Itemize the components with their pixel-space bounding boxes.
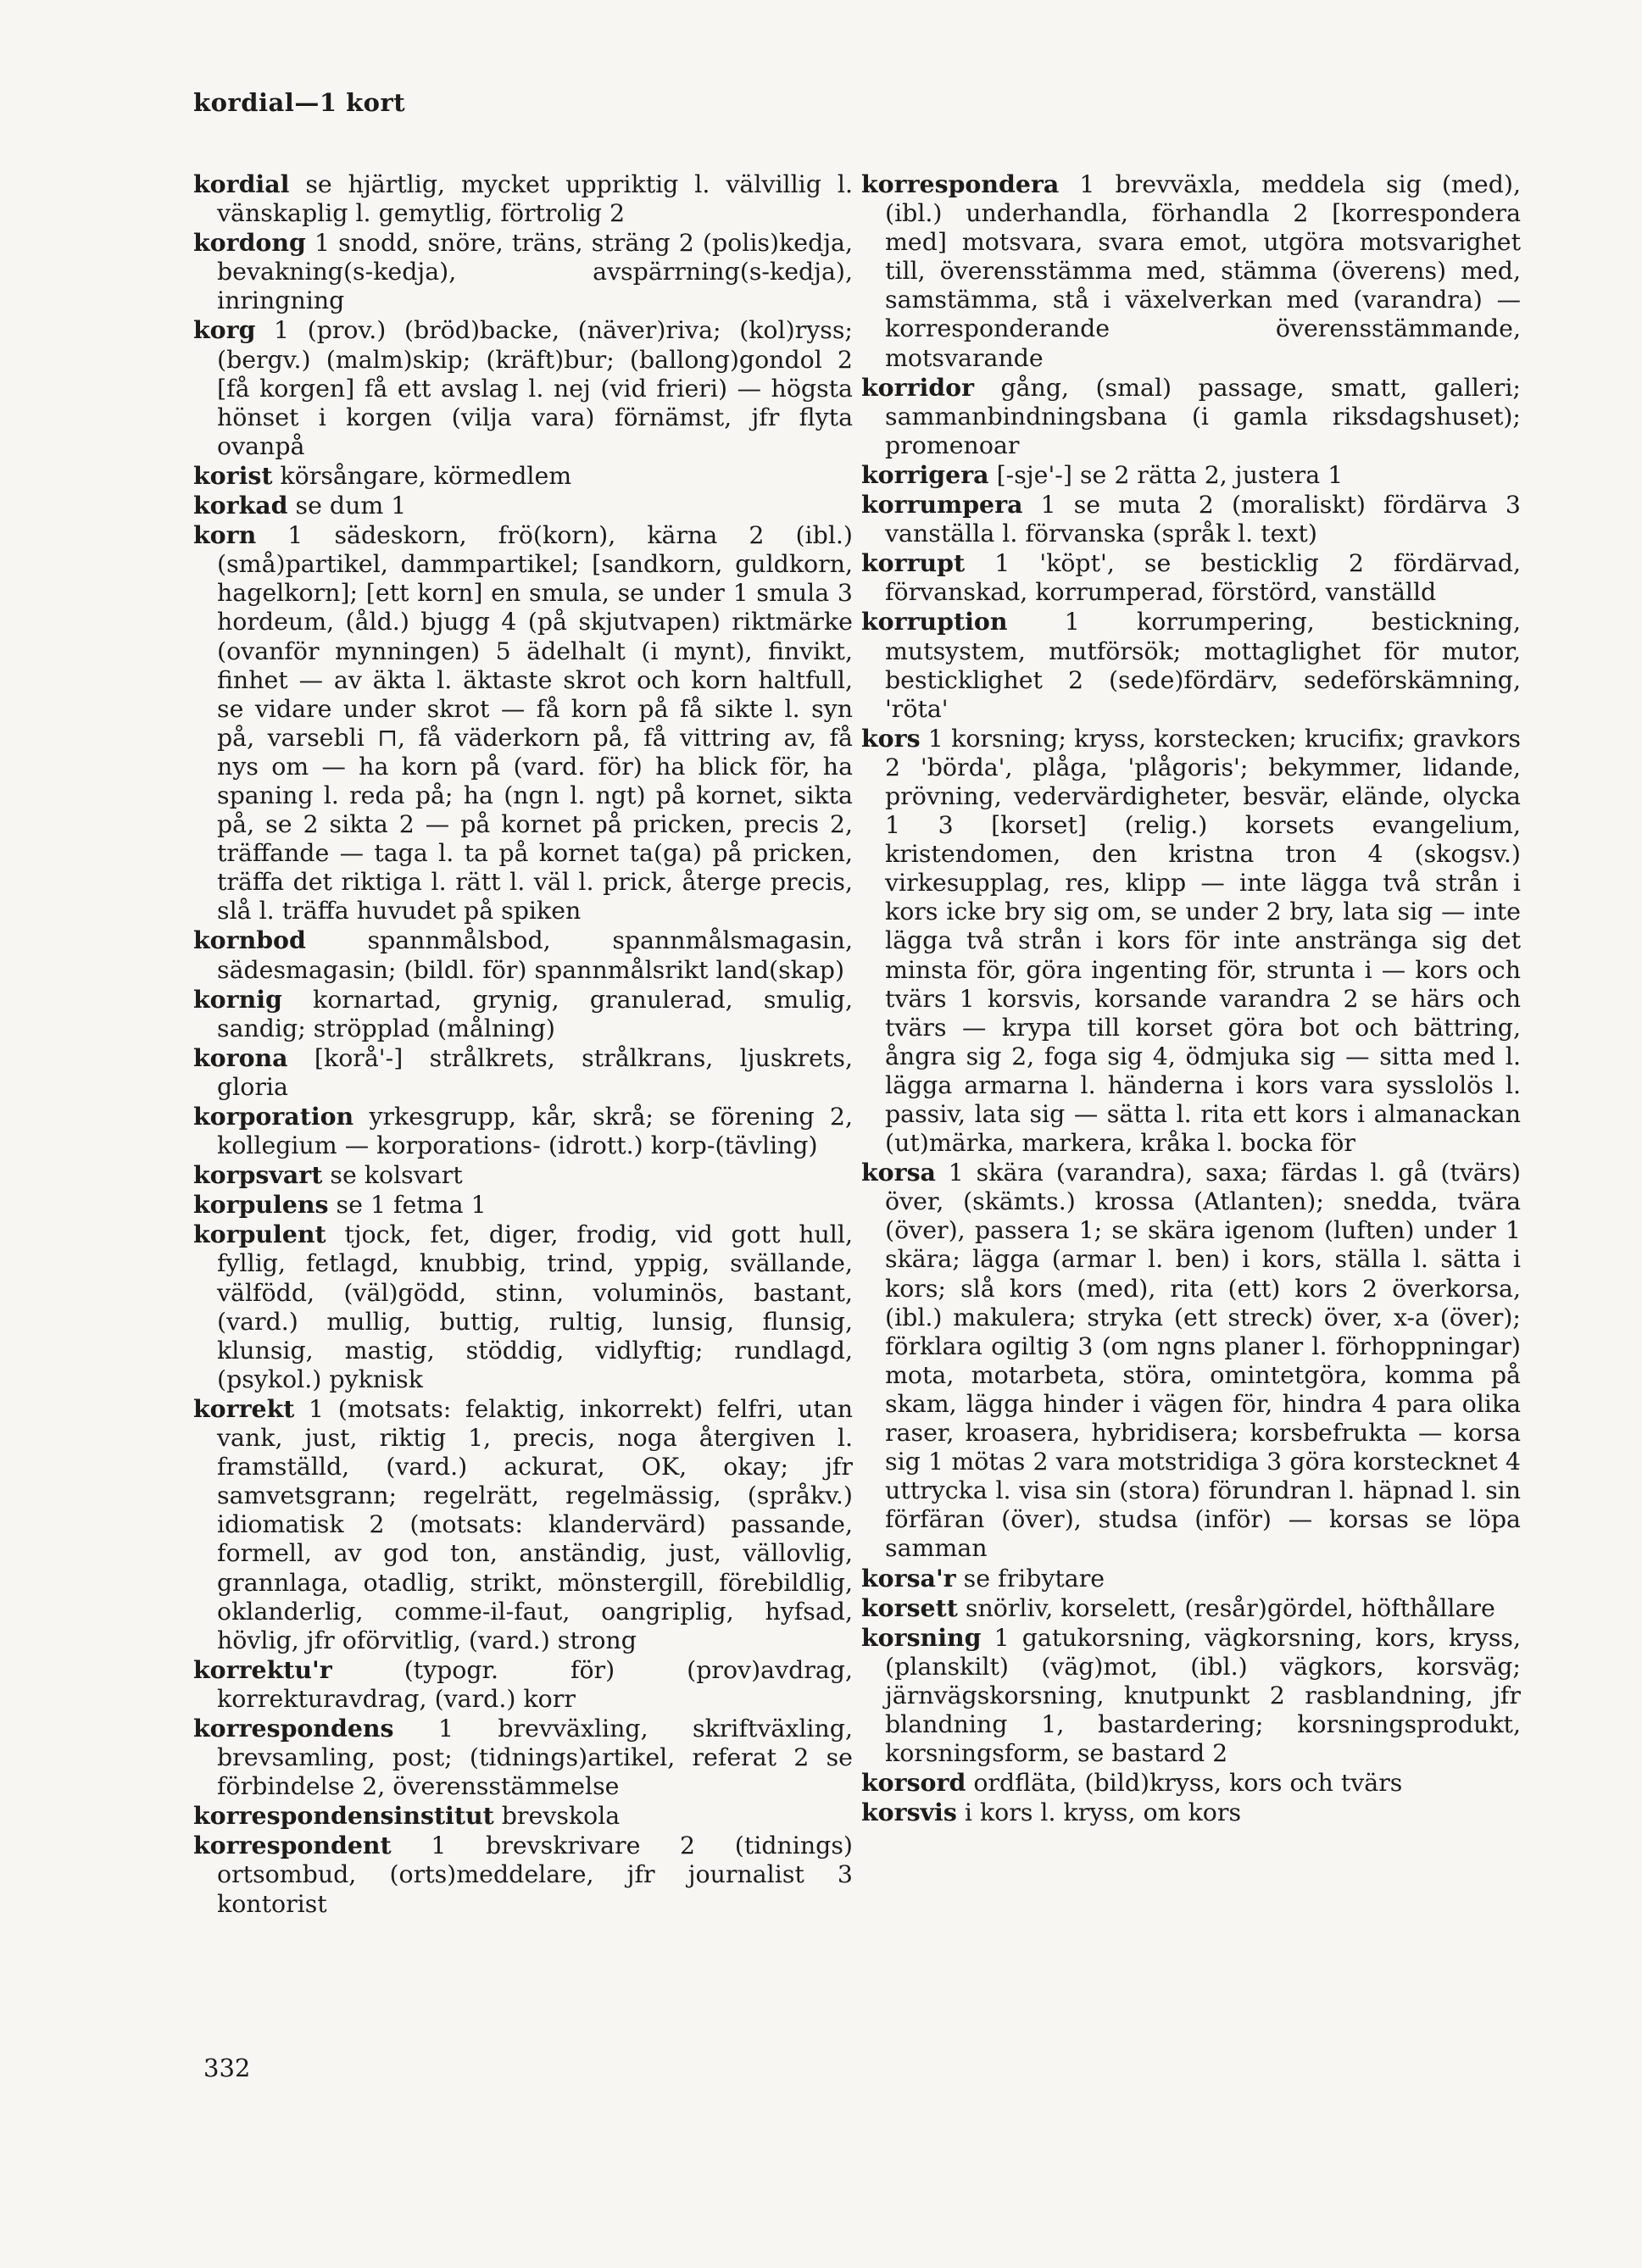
definition: 1 'köpt', se besticklig 2 fördärvad, förvanskad, korrumperad, förstörd, vanställd bbox=[885, 549, 1521, 607]
definition: kornartad, grynig, granulerad, smulig, sandig; ströpplad (målning) bbox=[217, 985, 853, 1042]
dictionary-entry bbox=[193, 170, 853, 228]
dictionary-entry bbox=[193, 1160, 853, 1190]
definition: körsångare, körmedlem bbox=[272, 461, 572, 490]
headword: kordial bbox=[193, 170, 290, 198]
dictionary-entry bbox=[193, 1714, 853, 1801]
definition: 1 brevväxla, meddela sig (med), (ibl.) underhandla, förhandla 2 [korrespondera med] motsvara, svara emot, utgöra motsvarighet till, överensstämma med, stämma (överens) med, samstämma, stå i växelverkan med (varandra) — korresponderande överensstämmande, motsvarande bbox=[885, 170, 1521, 372]
headword: kordong bbox=[193, 228, 306, 258]
definition: se kolsvart bbox=[322, 1161, 463, 1190]
headword: korn bbox=[193, 520, 257, 550]
definition: 1 korsning; kryss, korstecken; krucifix; gravkors 2 'börda', plåga, 'plågoris'; bekymmer, lidande, prövning, vedervärdigheter, besvär, elände, olycka 1 3 [korset] (relig.) korsets evangelium, kristendomen, den kristna tron 4 (skogsv.) virkesupplag, res, klipp — inte lägga två strån i kors icke bry sig om, se under 2 bry, lata sig — inte lägga två strån i kors för inte anstränga sig det minsta för, göra ingenting för, strunta i — kors och tvärs 1 korsvis, korsande varandra 2 se härs och tvärs — krypa till korset göra bot och bättring, ångra sig 2, foga sig 4, ödmjuka sig — sitta med l. lägga armarna l. händerna i kors vara sysslolös l. passiv, lata sig — sätta l. rita ett kors i almanackan (ut)märka, markera, kråka l. bocka för bbox=[885, 724, 1521, 1158]
dictionary-entry bbox=[193, 926, 853, 984]
dictionary-entry bbox=[193, 491, 853, 520]
headword: korrigera bbox=[861, 459, 989, 489]
dictionary-entry bbox=[861, 1623, 1521, 1768]
definition: se dum 1 bbox=[287, 492, 407, 520]
dictionary-entry bbox=[193, 1655, 853, 1714]
right-column bbox=[861, 170, 1521, 1827]
definition: tjock, fet, diger, frodig, vid gott hull, fyllig, fetlagd, knubbig, trind, yppig, svällande, välfödd, (väl)gödd, stinn, voluminös, bastant, (vard.) mullig, buttig, rultig, lunsig, flunsig, klunsig, mastig, stöddig, vidlyftig; rundlagd, (psykol.) pyknisk bbox=[217, 1220, 853, 1393]
definition: [-sje'-] se 2 rätta 2, justera 1 bbox=[988, 460, 1344, 489]
dictionary-entry bbox=[861, 607, 1521, 723]
definition: snörliv, korselett, (resår)gördel, höfthållare bbox=[957, 1593, 1495, 1622]
headword: korsning bbox=[861, 1622, 982, 1652]
dictionary-entry bbox=[193, 1102, 853, 1160]
dictionary-entry bbox=[861, 1768, 1521, 1798]
definition: se fribytare bbox=[955, 1564, 1105, 1593]
headword: korrespondent bbox=[193, 1831, 392, 1860]
dictionary-entry bbox=[193, 1801, 853, 1831]
headword: kornbod bbox=[193, 926, 306, 955]
dictionary-entry bbox=[193, 1190, 853, 1220]
dictionary-entry bbox=[193, 985, 853, 1043]
headword: korrektu'r bbox=[193, 1654, 332, 1684]
page-number: 332 bbox=[203, 2054, 251, 2082]
headword: korridor bbox=[861, 372, 975, 402]
headword: korporation bbox=[193, 1102, 354, 1131]
headword: korrumpera bbox=[861, 490, 1023, 520]
headword: korist bbox=[193, 460, 273, 490]
dictionary-entry bbox=[193, 1831, 853, 1918]
definition: 1 korrumpering, bestickning, mutsystem, mutförsök; mottaglighet för mutor, besticklighet 2 (sede)fördärv, sedeförskämning, 'röta' bbox=[885, 608, 1521, 723]
dictionary-entry bbox=[861, 548, 1521, 607]
headword: korsa'r bbox=[861, 1563, 956, 1593]
dictionary-entry bbox=[193, 520, 853, 926]
definition: 1 brevskrivare 2 (tidnings) ortsombud, (orts)meddelare, jfr journalist 3 kontorist bbox=[217, 1832, 853, 1918]
definition: yrkesgrupp, kår, skrå; se förening 2, kollegium — korporations- (idrott.) korp-(tävling) bbox=[217, 1103, 853, 1160]
definition: [korå'-] strålkrets, strålkrans, ljuskrets, gloria bbox=[217, 1043, 853, 1101]
dictionary-entry bbox=[861, 1564, 1521, 1593]
dictionary-entry bbox=[193, 228, 853, 315]
definition: ordfläta, (bild)kryss, kors och tvärs bbox=[966, 1769, 1403, 1798]
definition: 1 skära (varandra), saxa; färdas l. gå (tvärs) över, (skämts.) krossa (Atlanten); snedda, tvära (över), passera 1; se skära igenom (luften) under 1 skära; lägga (armar l. ben) i kors, ställa l. sätta i kors; slå kors (med), rita (ett) kors 2 överkorsa, (ibl.) makulera; stryka (ett streck) över, x-a (över); förklara ogiltig 3 (om ngns planer l. förhoppningar) mota, motarbeta, störa, omintetgöra, komma på skam, lägga hinder i vägen för, hindra 4 para olika raser, kroasera, hybridisera; korsbefrukta — korsa sig 1 mötas 2 vara motstridiga 3 göra korstecknet 4 uttrycka l. visa sin (stora) förundran l. häpnad l. sin förfäran (över), studsa (inför) — korsas se löpa samman bbox=[885, 1159, 1521, 1563]
headword: korpulens bbox=[193, 1190, 329, 1220]
running-head: kordial—1 kort bbox=[193, 88, 406, 117]
headword: korsvis bbox=[861, 1798, 957, 1827]
definition: 1 se muta 2 (moraliskt) fördärva 3 vanställa l. förvanska (språk l. text) bbox=[885, 491, 1521, 548]
definition: 1 (motsats: felaktig, inkorrekt) felfri, utan vank, just, riktig 1, precis, noga återgiven l. framställd, (vard.) ackurat, OK, okay; jfr samvetsgrann; regelrätt, regelmässig, (språkv.) idiomatisk 2 (motsats: klandervärd) passande, formell, av god ton, anständig, just, vällovlig, grannlaga, otadlig, strikt, mönstergill, förebildlig, oklanderlig, comme-il-faut, oangriplig, hyfsad, hövlig, jfr oförvitlig, (vard.) strong bbox=[217, 1394, 853, 1654]
dictionary-entry bbox=[193, 1394, 853, 1655]
definition: 1 sädeskorn, frö(korn), kärna 2 (ibl.) (små)partikel, dammpartikel; [sandkorn, guldkorn, hagelkorn]; [ett korn] en smula, se under 1 smula 3 hordeum, (åld.) bjugg 4 (på skjutvapen) riktmärke (ovanför mynningen) 5 ädelhalt (i mynt), finvikt, finhet — av äkta l. äktaste skrot och korn haltfull, se vidare under skrot — få korn på få sikte l. syn på, varsebli ⊓, få väderkorn på, få vittring av, få nys om — ha korn på (vard. för) ha blick för, ha spaning l. reda på; ha (ngn l. ngt) på kornet, sikta på, se 2 sikta 2 — på kornet på pricken, precis 2, träffande — taga l. ta på kornet ta(ga) på pricken, träffa det riktiga l. rätt l. väl l. prick, återge precis, slå l. träffa huvudet på spiken bbox=[217, 521, 853, 926]
definition: (typogr. för) (prov)avdrag, korrekturavdrag, (vard.) korr bbox=[217, 1655, 853, 1713]
headword: kornig bbox=[193, 984, 282, 1014]
definition: 1 snodd, snöre, träns, sträng 2 (polis)kedja, bevakning(s-kedja), avspärrning(s-kedja), inringning bbox=[217, 229, 853, 315]
definition: i kors l. kryss, om kors bbox=[956, 1798, 1242, 1827]
definition: 1 (prov.) (bröd)backe, (näver)riva; (kol)ryss; (bergv.) (malm)skip; (kräft)bur; (ballong)gondol 2 [få korgen] få ett avslag l. nej (vid frieri) — högsta hönset i korgen (vilja vara) förnämst, jfr flyta ovanpå bbox=[217, 316, 853, 460]
headword: korrespondens bbox=[193, 1713, 394, 1743]
headword: korsa bbox=[861, 1158, 936, 1187]
dictionary-entry bbox=[861, 373, 1521, 460]
headword: korpulent bbox=[193, 1220, 326, 1249]
dictionary-entry bbox=[861, 1593, 1521, 1623]
headword: korsord bbox=[861, 1768, 966, 1798]
dictionary-entry bbox=[861, 490, 1521, 548]
headword: korrekt bbox=[193, 1393, 295, 1423]
dictionary-entry bbox=[861, 724, 1521, 1158]
dictionary-entry bbox=[861, 1158, 1521, 1563]
headword: korrespondera bbox=[861, 170, 1060, 198]
dictionary-entry bbox=[193, 1043, 853, 1102]
definition: gång, (smal) passage, smatt, galleri; sammanbindningsbana (i gamla riksdagshuset); promenoar bbox=[885, 373, 1521, 459]
headword: korrupt bbox=[861, 548, 966, 578]
headword: kors bbox=[861, 723, 921, 753]
headword: korkad bbox=[193, 491, 288, 520]
dictionary-entry bbox=[861, 460, 1521, 490]
headword: korsett bbox=[861, 1593, 958, 1622]
definition: spannmålsbod, spannmålsmagasin, sädesmagasin; (bildl. för) spannmålsrikt land(skap) bbox=[217, 926, 853, 984]
dictionary-entry bbox=[193, 315, 853, 460]
left-column bbox=[193, 170, 853, 1919]
headword: korg bbox=[193, 315, 256, 345]
headword: korruption bbox=[861, 607, 1008, 636]
headword: korpsvart bbox=[193, 1160, 323, 1190]
definition: 1 gatukorsning, vägkorsning, kors, kryss, (planskilt) (väg)mot, (ibl.) vägkors, korsväg; järnvägskorsning, knutpunkt 2 rasblandning, jfr blandning 1, bastardering; korsningsprodukt, korsningsform, se bastard 2 bbox=[885, 1623, 1521, 1768]
dictionary-entry bbox=[861, 170, 1521, 373]
definition: se hjärtlig, mycket uppriktig l. välvillig l. vänskaplig l. gemytlig, förtrolig 2 bbox=[217, 170, 853, 228]
definition: 1 brevväxling, skriftväxling, brevsamling, post; (tidnings)artikel, referat 2 se förbindelse 2, överensstämmelse bbox=[217, 1714, 853, 1801]
definition: brevskola bbox=[493, 1802, 621, 1831]
dictionary-entry bbox=[193, 461, 853, 491]
definition: se 1 fetma 1 bbox=[328, 1191, 487, 1220]
headword: korrespondensinstitut bbox=[193, 1801, 494, 1831]
dictionary-entry bbox=[861, 1798, 1521, 1827]
dictionary-entry bbox=[193, 1220, 853, 1394]
headword: korona bbox=[193, 1042, 288, 1072]
